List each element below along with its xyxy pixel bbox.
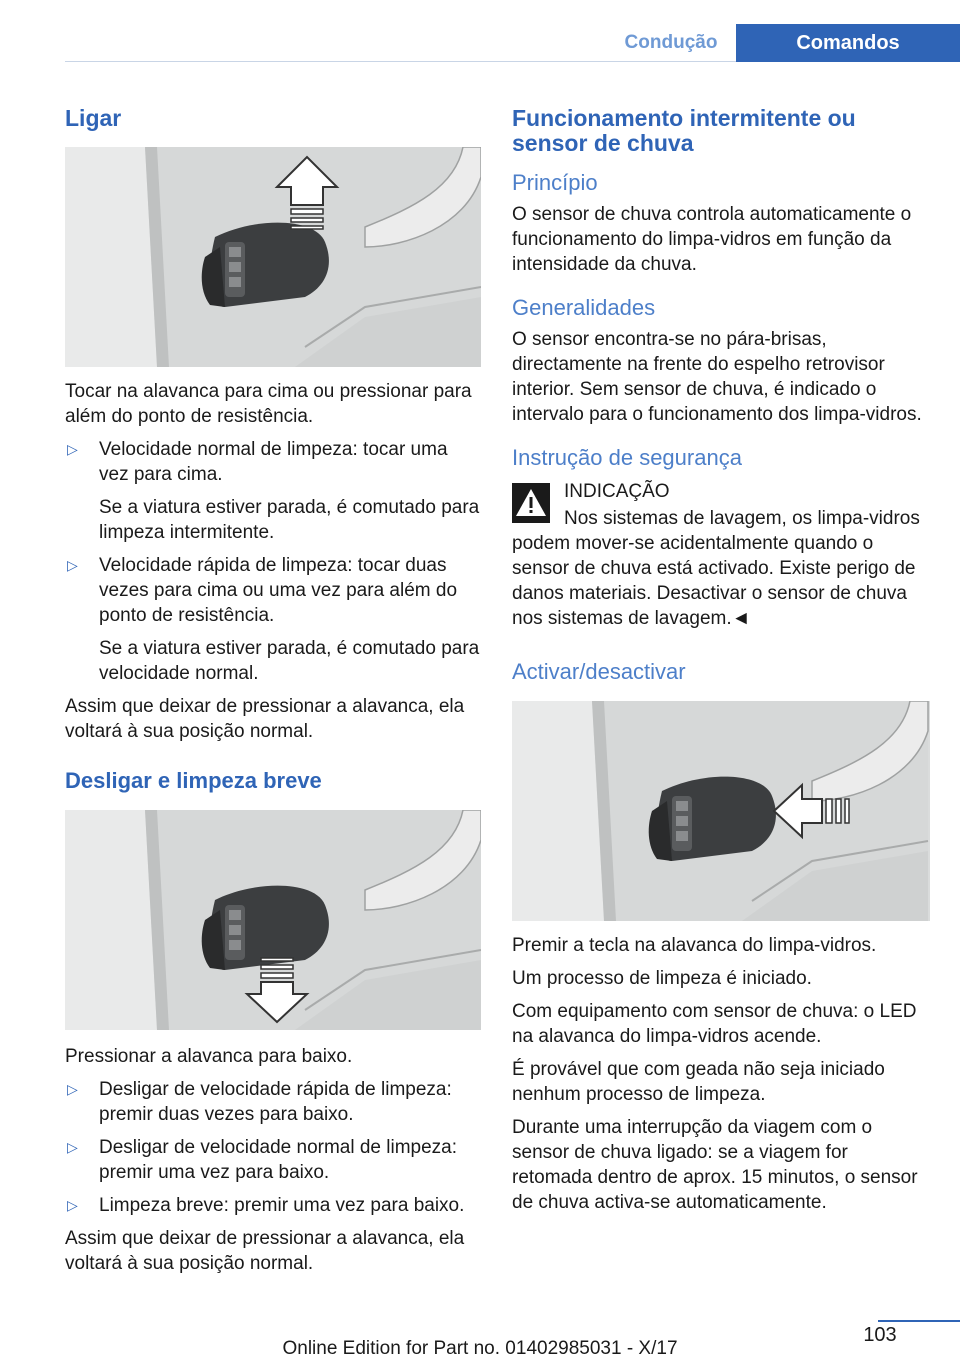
right-column — [512, 100, 930, 1215]
page-number: 103 — [863, 1324, 897, 1346]
heading-activar: Activar/desactivar — [512, 659, 686, 684]
tab-section-conducao[interactable]: Condução — [624, 32, 718, 53]
heading-funcionamento: Funcionamento intermitente ou sensor de chuva — [512, 105, 856, 156]
page-header — [0, 24, 960, 62]
triangle-bullet-icon: ▷ — [67, 557, 78, 573]
footer-rule — [878, 1320, 960, 1322]
warning-title: INDICAÇÃO — [564, 481, 670, 502]
figure-stalk-press — [512, 701, 930, 921]
list-item-subtext: Se a viatura estiver parada, é comutado para velocidade normal. — [99, 638, 480, 684]
heading-instrucao: Instrução de segurança — [512, 445, 742, 470]
list-item — [65, 437, 481, 545]
warning-text: Nos sistemas de lavagem, os limpa-vidros podem mover-se acidentalmente quando o sensor de chuva está activado. Existe perigo de danos materiais. Desactivar o sensor de chuva nos sistemas de lavagem.◄ — [512, 508, 920, 629]
text-generalidades: O sensor encontra-se no pára-brisas, directamente na frente do espelho retrovisor interior. Sem sensor de chuva, é indicado o intervalo para o funcionamento dos limpa-vidros. — [512, 329, 922, 425]
heading-desligar: Desligar e limpeza breve — [65, 768, 322, 793]
triangle-bullet-icon: ▷ — [67, 441, 78, 457]
list-ligar — [65, 437, 481, 686]
list-item-subtext: Se a viatura estiver parada, é comutado para limpeza intermitente. — [99, 497, 480, 543]
list-desligar — [65, 1077, 481, 1218]
tab-active-comandos[interactable]: Comandos — [736, 24, 960, 62]
triangle-bullet-icon: ▷ — [67, 1139, 78, 1155]
list-item — [65, 1193, 481, 1218]
list-item — [65, 1135, 481, 1185]
edition-note: Online Edition for Part no. 01402985031 - X/17 — [282, 1338, 678, 1359]
text-pressionar: Pressionar a alavanca para baixo. — [65, 1046, 353, 1067]
list-item-text: Limpeza breve: premir uma vez para baixo. — [99, 1195, 465, 1216]
left-column — [65, 100, 481, 1276]
text-assim-1: Assim que deixar de pressionar a alavanca, ela voltará à sua posição normal. — [65, 696, 465, 742]
safety-notice — [512, 479, 930, 631]
text-principio: O sensor de chuva controla automaticamente o funcionamento do limpa-vidros em função da intensidade da chuva. — [512, 204, 912, 275]
list-item-text: Desligar de velocidade normal de limpeza: premir uma vez para baixo. — [99, 1137, 458, 1183]
triangle-bullet-icon: ▷ — [67, 1197, 78, 1213]
text-activar-2: Um processo de limpeza é iniciado. — [512, 968, 812, 989]
list-item-text: Velocidade normal de limpeza: tocar uma vez para cima. — [99, 439, 448, 485]
list-item — [65, 1077, 481, 1127]
text-activar-5: Durante uma interrupção da viagem com o sensor de chuva ligado: se a viagem for retomada dentro de aprox. 15 minutos, o sensor de chuva activa-se automaticamente. — [512, 1117, 918, 1213]
list-item — [65, 553, 481, 686]
warning-triangle-icon — [512, 483, 550, 523]
text-activar-4: É provável que com geada não seja iniciado nenhum processo de limpeza. — [512, 1059, 885, 1105]
triangle-bullet-icon: ▷ — [67, 1081, 78, 1097]
heading-generalidades: Generalidades — [512, 295, 656, 320]
figure-stalk-down — [65, 810, 481, 1030]
text-activar-3: Com equipamento com sensor de chuva: o LED na alavanca do limpa-vidros acende. — [512, 1001, 917, 1047]
figure-stalk-up — [65, 147, 481, 367]
text-assim-2: Assim que deixar de pressionar a alavanca, ela voltará à sua posição normal. — [65, 1228, 465, 1274]
heading-ligar: Ligar — [65, 105, 122, 131]
list-item-text: Velocidade rápida de limpeza: tocar duas vezes para cima ou uma vez para além do ponto de resistência. — [99, 555, 458, 626]
list-item-text: Desligar de velocidade rápida de limpeza: premir duas vezes para baixo. — [99, 1079, 452, 1125]
text-tocar: Tocar na alavanca para cima ou pressionar para além do ponto de resistência. — [65, 381, 472, 427]
text-activar-1: Premir a tecla na alavanca do limpa-vidros. — [512, 935, 877, 956]
heading-principio: Princípio — [512, 170, 598, 195]
